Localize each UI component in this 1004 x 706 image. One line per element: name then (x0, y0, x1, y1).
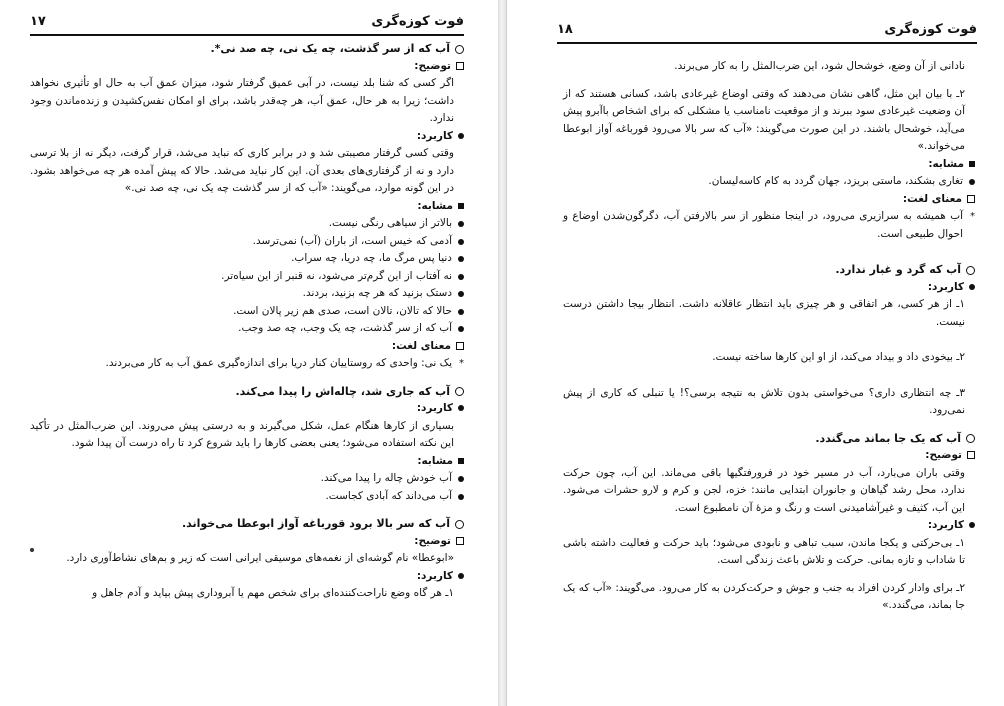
section-label-text: مشابه: (417, 199, 453, 212)
filled-square-bullet-icon (969, 161, 975, 167)
right-page-header (557, 22, 977, 44)
left-page (0, 0, 499, 706)
proverb-heading (30, 40, 464, 58)
circle-bullet-icon (966, 266, 975, 275)
spacer (563, 420, 975, 430)
bullet-icon (458, 326, 464, 332)
spacer (563, 76, 975, 86)
paragraph: نادانی از آن وضع، خوشحال شود، این ضرب‌المثل را به کار می‌برند. (674, 60, 965, 72)
proverb-heading (30, 383, 464, 401)
square-bullet-icon (967, 195, 975, 203)
section-label (563, 447, 975, 465)
list-item-text: تغاری بشکند، ماستی بریزد، جهان گردد به کام کاسه‌لیسان. (708, 175, 963, 187)
proverb-heading-text: آب که گرد و غبار ندارد. (835, 263, 961, 276)
proverb-heading (563, 430, 975, 448)
paragraph: «ابوعطا» نام گوشه‌ای از نغمه‌های موسیقی ایرانی است که زیر و بم‌های نشاط‌آوری دارد. (66, 552, 454, 564)
list-item-text: آب می‌داند که آبادی کجاست. (325, 489, 452, 502)
square-bullet-icon (456, 62, 464, 70)
paragraph: ۳ـ چه انتظاری داری؟ می‌خواستی بدون تلاش به نتیجه برسی؟! یا تنبلی که کاری از پیش نمی‌رود. (563, 386, 965, 416)
paragraph: وقتی باران می‌بارد، آب در مسیر خود در فرورفتگیها باقی می‌ماند. این آب، چون حرکت ندارد، محل رشد گیاهان و جانوران ابتدایی مانند: خزه، لجن و کرم و لارو حشرات می‌شود. این آب، کثیف و غیرآشامیدنی است و رنگ و مزهٔ آن نامطبوع است. (563, 466, 965, 514)
left-page-number: ۱۷ (30, 14, 46, 29)
paragraph: ۲ـ با بیان این مثل، گاهی نشان می‌دهند که وقتی اوضاع غیرعادی باشد، کسانی هستند که از آن وضعیت غیرعادی سود ببرند و از موقعیت نامناسب یا مشکلی که برای اشخاص باآبرو پیش می‌آید، خوشحال باشند. در این صورت می‌گویند: «آب که سر بالا می‌رود قورباغه آواز ابوعطا می‌خواند.» (563, 87, 965, 152)
spacer (30, 505, 464, 515)
list-item (30, 320, 464, 338)
glossary-item (30, 355, 464, 373)
dot-bullet-icon (458, 405, 464, 411)
paragraph: ۱ـ بی‌حرکتی و یکجا ماندن، سبب تباهی و نابودی می‌شود؛ باید حرکت و فعالیت داشته باشی تا شاداب و تازه بمانی. حرکت و تلاش باعث زندگی است. (563, 536, 965, 566)
list-item (30, 233, 464, 251)
section-label (30, 58, 464, 76)
circle-bullet-icon (966, 434, 975, 443)
section-label (30, 400, 464, 418)
section-label (30, 453, 464, 471)
book-gutter (498, 0, 506, 706)
left-page-header (30, 14, 464, 36)
circle-bullet-icon (455, 387, 464, 396)
square-bullet-icon (456, 537, 464, 545)
section-label-text: مشابه: (928, 157, 964, 170)
scan-speck (30, 548, 34, 552)
left-page-title: فوت کوزه‌گری (371, 14, 464, 29)
section-label (30, 198, 464, 216)
bullet-icon (458, 309, 464, 315)
section-label (563, 517, 975, 535)
filled-square-bullet-icon (458, 203, 464, 209)
right-page-title: فوت کوزه‌گری (884, 22, 977, 37)
section-label (30, 533, 464, 551)
dot-bullet-icon (458, 573, 464, 579)
circle-bullet-icon (455, 45, 464, 54)
paragraph: ۱ـ از هر کسی، هر اتفاقی و هر چیزی باید انتظار عاقلانه داشت. انتظار بیجا داشتن درست نیست. (563, 298, 965, 328)
section-label (30, 128, 464, 146)
spacer (563, 243, 975, 261)
section-label (563, 279, 975, 297)
bullet-icon (458, 221, 464, 227)
section-label-text: معنای لغت: (391, 339, 451, 352)
dot-bullet-icon (969, 284, 975, 290)
list-item (30, 470, 464, 488)
list-item (30, 250, 464, 268)
right-page-content (563, 58, 975, 615)
square-bullet-icon (456, 342, 464, 350)
right-page-number: ۱۸ (557, 22, 573, 37)
bullet-icon (458, 274, 464, 280)
proverb-heading-text: آب که یک جا بماند می‌گندد. (815, 431, 961, 445)
bullet-icon (458, 476, 464, 482)
list-item-text: آب که از سر گذشت، چه یک وجب، چه صد وجب. (238, 322, 452, 334)
bullet-icon (458, 239, 464, 245)
section-label-text: توضیح: (925, 449, 962, 461)
paragraph: ۲ـ بیخودی داد و بیداد می‌کند، از او این کارها ساخته نیست. (712, 351, 965, 363)
paragraph: بسیاری از کارها هنگام عمل، شکل می‌گیرند و به درستی پیش می‌روند. این ضرب‌المثل در تأکید این نکته استفاده می‌شود؛ یعنی بعضی کارها را باید شروع کرد تا راه درست آن پیدا شود. (30, 419, 454, 449)
filled-square-bullet-icon (458, 458, 464, 464)
section-label (563, 156, 975, 174)
spacer (563, 367, 975, 385)
bullet-icon (458, 291, 464, 297)
asterisk-icon: * (459, 358, 464, 369)
section-label-text: مشابه: (417, 454, 453, 467)
list-item (30, 303, 464, 321)
list-item (30, 268, 464, 286)
list-item-text: آدمی که خیس است، از باران (آب) نمی‌ترسد. (252, 234, 452, 247)
asterisk-icon: * (970, 211, 975, 222)
bullet-icon (969, 179, 975, 185)
section-label-text: کاربرد: (927, 280, 964, 293)
section-label-text: توضیح: (414, 534, 451, 547)
proverb-heading (563, 261, 975, 279)
paragraph: اگر کسی که شنا بلد نیست، در آبی عمیق گرفتار شود، میزان عمق آب به حال او تأثیری نخواهد داشت؛ زیرا به هر حال، عمق آب، هر چه‌قدر باشد، برای او امکان نفس‌کشیدن و زنده‌ماندن وجود ندارد. (30, 77, 454, 124)
dot-bullet-icon (969, 522, 975, 528)
list-item-text: آب خودش چاله را پیدا می‌کند. (320, 472, 452, 484)
section-label-text: توضیح: (414, 59, 451, 72)
proverb-heading-text: آب که از سر گذشت، چه یک نی، چه صد نی*. (210, 42, 450, 55)
left-page-content (30, 40, 464, 603)
section-label (30, 338, 464, 356)
section-label-text: کاربرد: (416, 129, 453, 142)
spacer (30, 373, 464, 383)
section-label-text: معنای لغت: (902, 192, 962, 205)
section-label-text: کاربرد: (416, 402, 453, 414)
section-label (563, 191, 975, 209)
list-item-text: بالاتر از سیاهی رنگی نیست. (328, 217, 452, 229)
glossary-text: یک نی: واحدی که روستاییان کنار دریا برای اندازه‌گیری عمق آب به کار می‌بردند. (105, 357, 452, 369)
bullet-icon (458, 256, 464, 262)
glossary-text: آب همیشه به سرازیری می‌رود، در اینجا منظور از سر بالارفتن آب، دگرگون‌شدن اوضاع و احوال طبیعی است. (563, 210, 963, 240)
circle-bullet-icon (455, 520, 464, 529)
spacer (563, 570, 975, 580)
list-item (30, 488, 464, 506)
list-item-text: نه آفتاب از این گرم‌تر می‌شود، نه قنبر از این سیاه‌تر. (221, 269, 452, 282)
list-item (30, 285, 464, 303)
section-label-text: کاربرد: (927, 519, 964, 531)
list-item (563, 173, 975, 191)
square-bullet-icon (967, 451, 975, 459)
proverb-heading-text: آب که سر بالا برود قورباغه آواز ابوعطا می‌خواند. (181, 517, 450, 530)
paragraph: ۱ـ هر گاه وضع ناراحت‌کننده‌ای برای شخص مهم یا آبروداری پیش بیاید و آدم جاهل و (92, 587, 454, 599)
dot-bullet-icon (458, 133, 464, 139)
proverb-heading-text: آب که جاری شد، چاله‌اش را پیدا می‌کند. (235, 384, 450, 398)
list-item-text: دستک بزنید که هر چه بزنید، بردند. (302, 287, 452, 299)
right-page (506, 0, 1004, 706)
section-label-text: کاربرد: (416, 569, 453, 582)
paragraph: ۲ـ برای وادار کردن افراد به جنب و جوش و حرکت‌کردن به کار می‌رود. می‌گویند: «آب که یک جا بماند، می‌گندد.» (563, 581, 965, 611)
proverb-heading (30, 515, 464, 533)
list-item-text: دنیا پس مرگ ما، چه دریا، چه سراب. (291, 252, 452, 264)
list-item-text: حالا که تالان، تالان است، صدی هم زیر پالان است. (233, 304, 452, 317)
glossary-item (563, 208, 975, 243)
paragraph: وقتی کسی گرفتار مصیبتی شد و در برابر کاری که نباید می‌شد، قرار گرفت، دیگر نه از بلا ترسی دارد و نه از گرفتاری‌های بعدی آن. این کار نباید می‌شد. حالا که پیش آمده هر چه می‌خواهد بشود. در این گونه موارد، می‌گویند: «آب که از سر گذشت چه یک نی، چه صد نی.» (30, 147, 454, 194)
list-item (30, 215, 464, 233)
bullet-icon (458, 494, 464, 500)
spacer (563, 331, 975, 349)
section-label (30, 568, 464, 586)
